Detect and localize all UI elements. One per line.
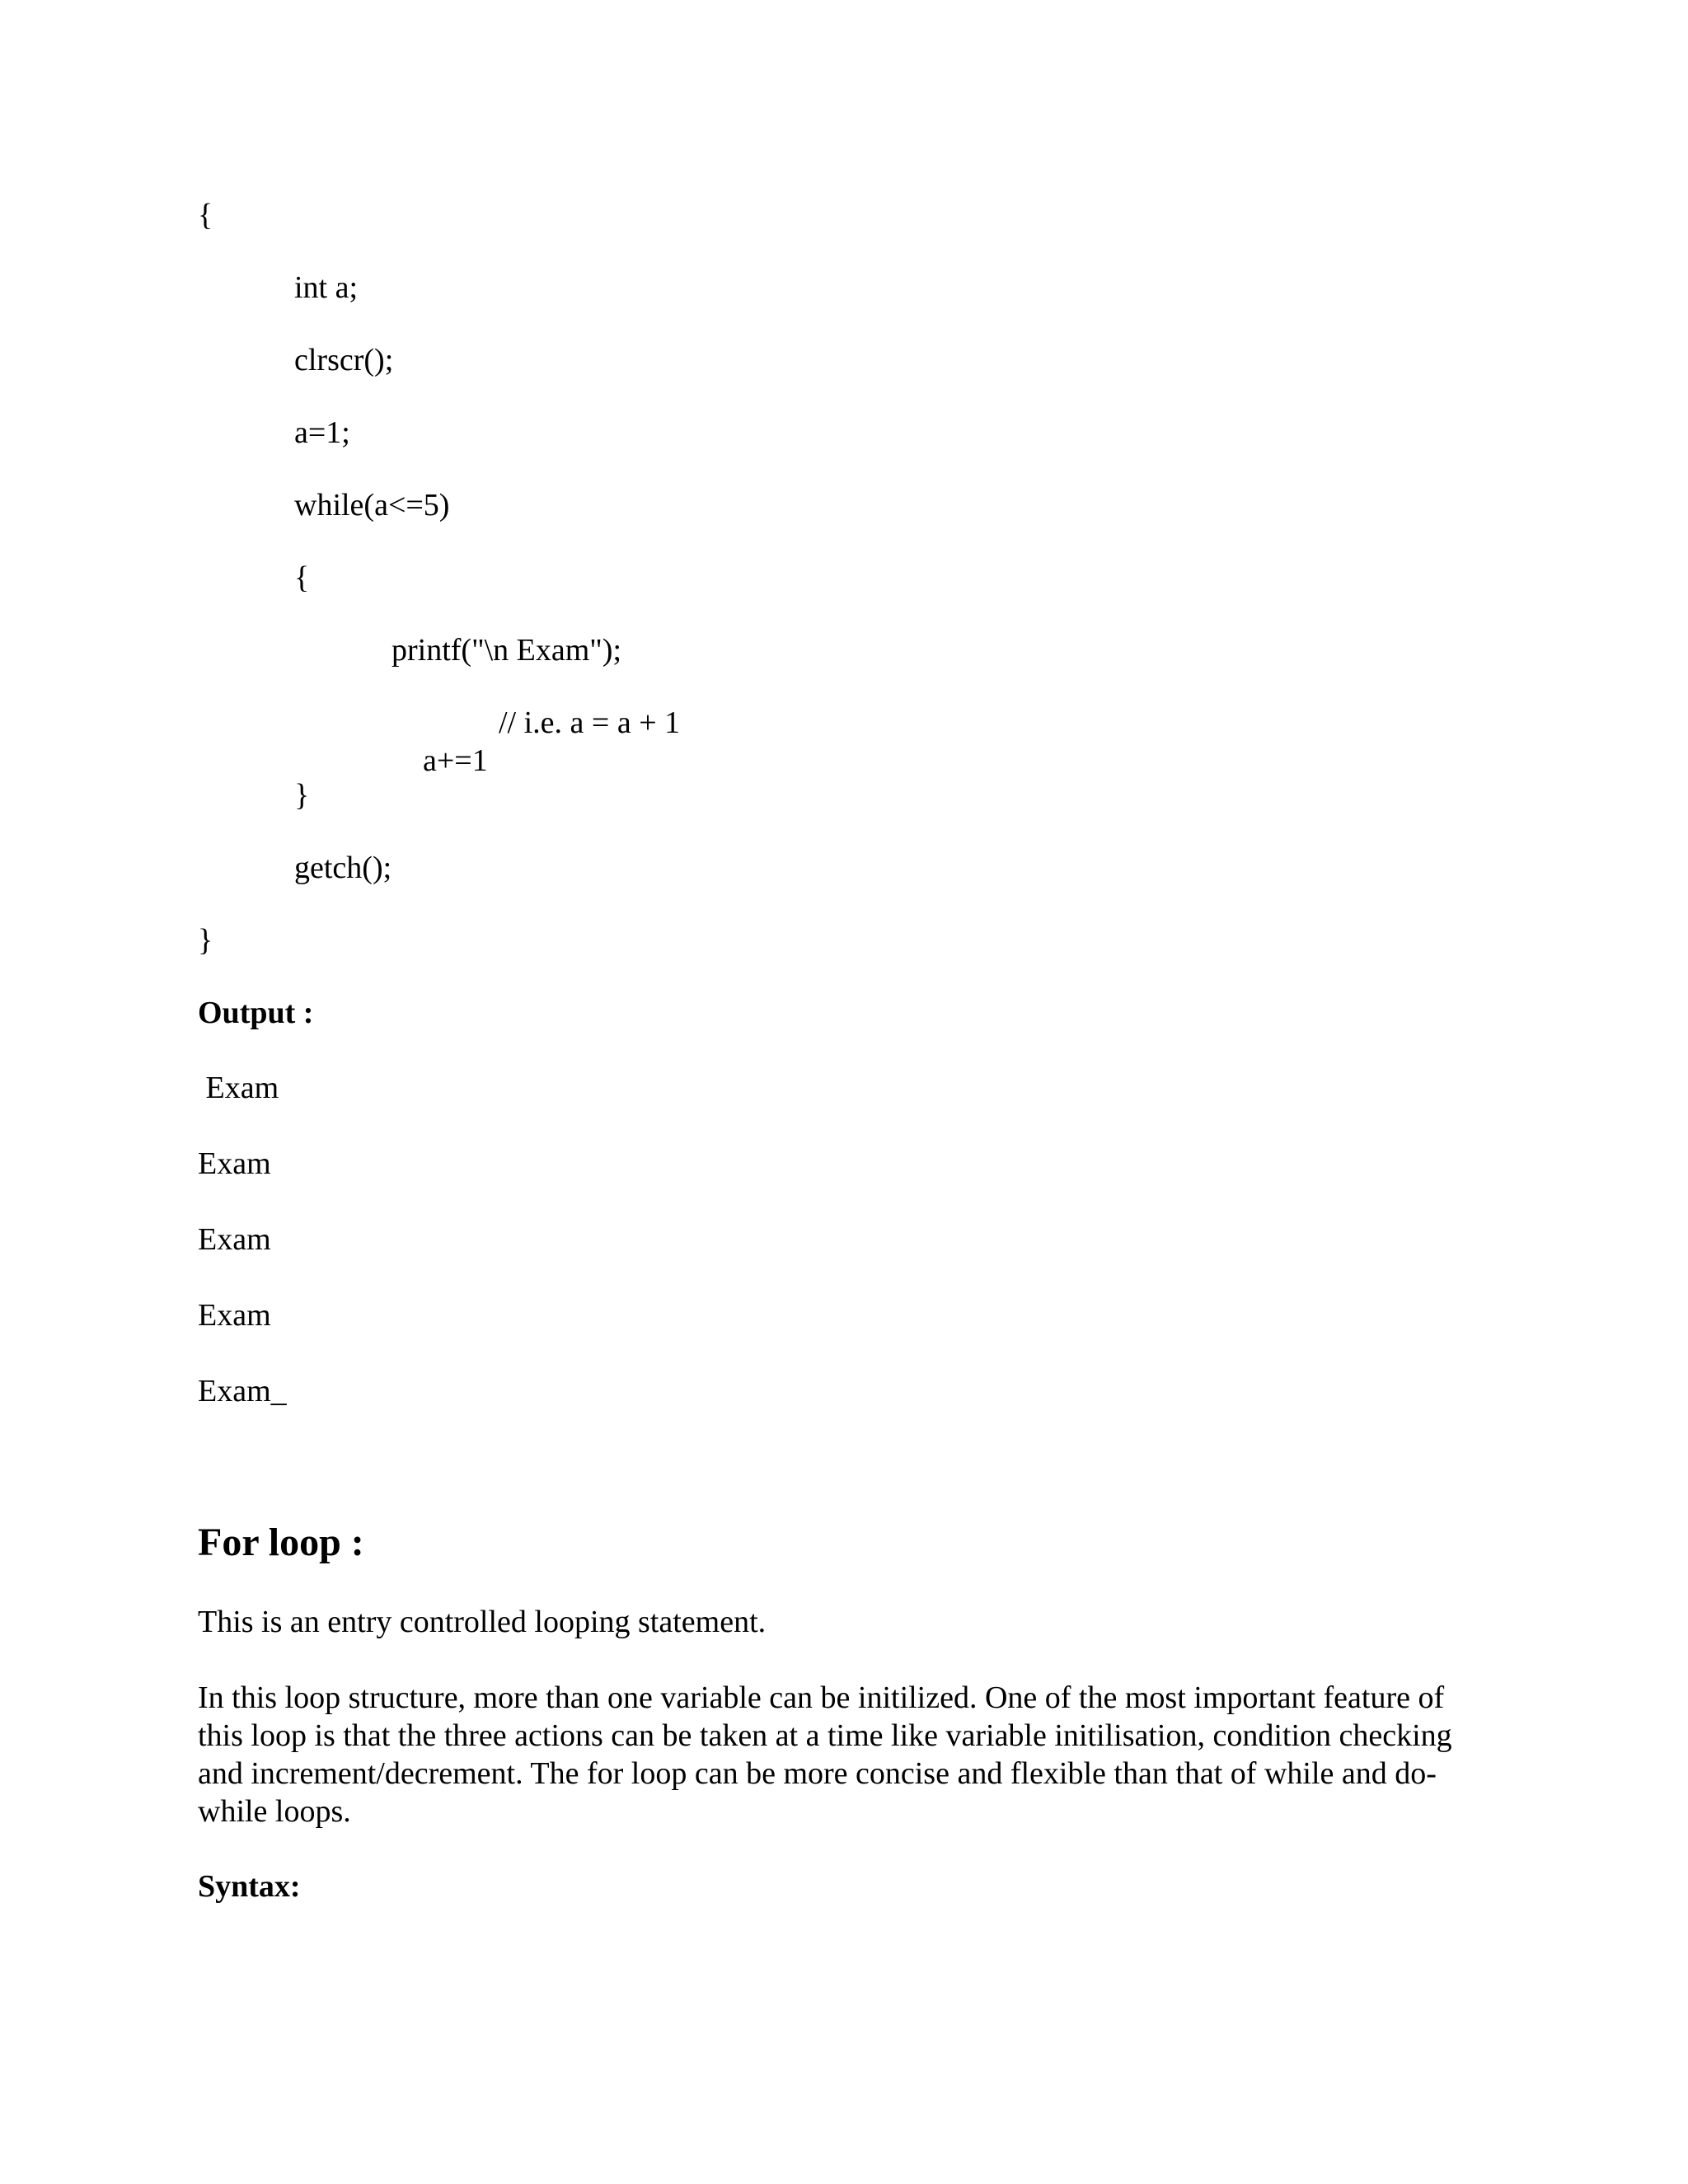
output-line: Exam_ bbox=[198, 1374, 287, 1408]
code-line-getch: getch(); bbox=[294, 851, 392, 885]
code-line-clrscr: clrscr(); bbox=[294, 343, 394, 377]
code-close-brace: } bbox=[198, 923, 213, 958]
code-line-increment-row bbox=[392, 704, 681, 855]
syntax-heading: Syntax: bbox=[198, 1869, 301, 1904]
output-line: Exam bbox=[198, 1071, 279, 1105]
code-line-printf: printf("\n Exam"); bbox=[392, 633, 622, 668]
output-heading: Output : bbox=[198, 996, 314, 1030]
output-line: Exam bbox=[198, 1298, 271, 1333]
output-line: Exam bbox=[198, 1146, 271, 1181]
code-line-increment: a+=1 bbox=[423, 743, 488, 778]
for-loop-heading: For loop : bbox=[198, 1521, 364, 1564]
code-inner-close-brace: } bbox=[294, 778, 310, 813]
for-loop-intro: This is an entry controlled looping statement. bbox=[198, 1605, 767, 1639]
for-loop-description: In this loop structure, more than one variable can be initilized. One of the most important feature of this loop is that the three actions can be taken at a time like variable initilisation, condition checking and increment/decrement. The for loop can be more concise and flexible than that of while and do-while loops. bbox=[198, 1680, 1452, 1829]
code-comment: // i.e. a = a + 1 bbox=[499, 705, 681, 740]
output-line: Exam bbox=[198, 1222, 271, 1257]
code-inner-open-brace: { bbox=[294, 560, 310, 595]
code-open-brace: { bbox=[198, 198, 213, 232]
code-line-int: int a; bbox=[294, 270, 359, 305]
code-line-assign: a=1; bbox=[294, 415, 350, 450]
code-line-while: while(a<=5) bbox=[294, 488, 450, 523]
